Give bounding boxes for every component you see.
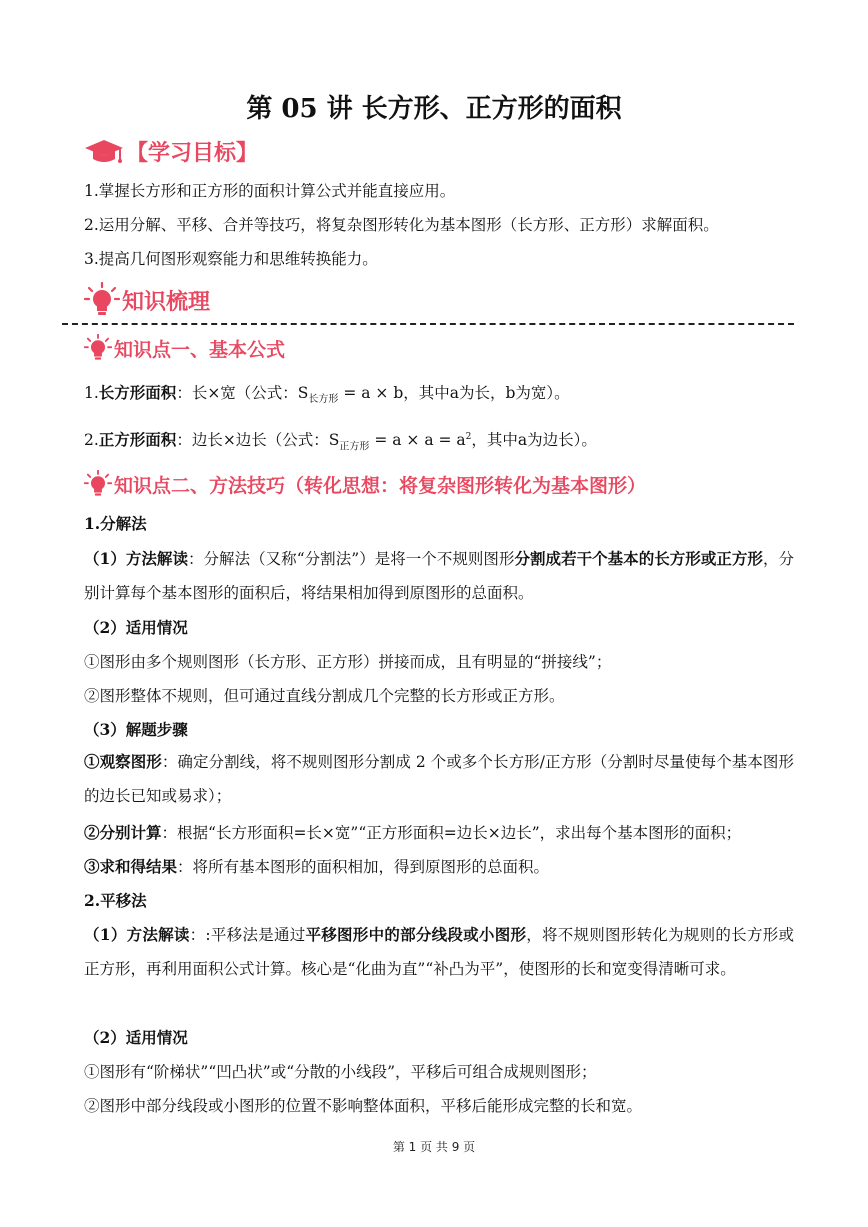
goal-item-1: 1.掌握长方形和正方形的面积计算公式并能直接应用。	[84, 182, 456, 200]
step2-label: ②分别计算	[84, 823, 162, 842]
step2-text: ：根据“长方形面积=长×宽”“正方形面积=边长×边长”，求出每个基本图形的面积；	[161, 824, 742, 842]
sq-text-a: ：边长×边长（公式：S	[176, 431, 340, 450]
m1-p1-bold: 分割成若干个基本的长方形或正方形	[514, 549, 763, 568]
step1-label: ①观察图形	[84, 752, 162, 771]
method2-usage-2: ②图形中部分线段或小图形的位置不影响整体面积，平移后能形成完整的长和宽。	[84, 1097, 643, 1115]
method2-title: 2.平移法	[84, 891, 147, 910]
square-area-formula	[84, 426, 794, 458]
rect-sub: 长方形	[308, 394, 339, 406]
m2-p1-a: ：:平移法是通过	[189, 926, 306, 944]
step3-text: ：将所有基本图形的面积相加，得到原图形的总面积。	[177, 858, 550, 876]
method1-steps-label: （3）解题步骤	[84, 720, 188, 739]
step1-text: ：确定分割线，将不规则图形分割成 2 个或多个长方形/正方形（分割时尽量使每个基本图形的边长已知或易求）；	[84, 753, 794, 805]
point1-heading	[84, 334, 285, 362]
goal-item-3: 3.提高几何图形观察能力和思维转换能力。	[84, 250, 378, 268]
method1-explanation	[84, 542, 794, 610]
method1-title: 1.分解法	[84, 514, 147, 533]
point1-heading-text: 知识点一、基本公式	[114, 338, 286, 361]
m1-p1-label: （1）方法解读	[84, 549, 188, 568]
rect-area-formula	[84, 382, 794, 411]
step-3	[84, 856, 794, 878]
m1-p1-a: ：分解法（又称“分割法”）是将一个不规则图形	[188, 550, 515, 568]
sq-prefix: 2.	[84, 431, 99, 450]
section-divider	[62, 323, 794, 325]
m2-p1-bold: 平移图形中的部分线段或小图形	[305, 925, 527, 944]
method2-explanation	[84, 918, 794, 986]
lightbulb-icon	[84, 282, 120, 318]
point2-heading-text: 知识点二、方法技巧（转化思想：将复杂图形转化为基本图形）	[114, 474, 647, 497]
step3-label: ③求和得结果	[84, 857, 178, 876]
knowledge-heading	[84, 282, 210, 318]
method2-usage-label: （2）适用情况	[84, 1028, 188, 1047]
page-title: 第 05 讲 长方形、正方形的面积	[246, 94, 622, 124]
step-1	[84, 745, 794, 813]
rect-prefix: 1.	[84, 384, 99, 402]
sq-text-b: = a × a = a	[369, 431, 466, 450]
method1-usage-1: ①图形由多个规则图形（长方形、正方形）拼接而成，且有明显的“拼接线”；	[84, 653, 612, 671]
sq-label: 正方形面积	[98, 430, 177, 450]
rect-text-a: ：长×宽（公式：S	[176, 384, 309, 402]
goal-item-2: 2.运用分解、平移、合并等技巧，将复杂图形转化为基本图形（长方形、正方形）求解面积。	[84, 216, 719, 234]
page-footer: 第 1 页 共 9 页	[392, 1140, 476, 1154]
sq-sub: 正方形	[339, 441, 370, 453]
sq-sup: 2	[465, 432, 472, 442]
knowledge-heading-text: 知识梳理	[122, 289, 211, 315]
lightbulb-icon	[84, 470, 112, 498]
method2-usage-1: ①图形有“阶梯状”“凹凸状”或“分散的小线段”，平移后可组合成规则图形；	[84, 1063, 597, 1081]
goals-heading-text: 【学习目标】	[126, 141, 259, 166]
graduation-cap-icon	[84, 138, 124, 166]
method1-usage-label: （2）适用情况	[84, 618, 188, 637]
rect-label: 长方形面积	[98, 383, 177, 402]
m2-p1-b: ，将不规则图形转化为规则的长方形或正方形，再利用面积公式计算。核心是“化曲为直”“补凸为平”，使图形的长和宽变得清晰可求。	[84, 926, 794, 978]
rect-text-b: = a × b，其中a为长，b为宽）。	[338, 384, 570, 402]
goals-heading	[84, 136, 258, 167]
lightbulb-icon	[84, 334, 112, 362]
point2-heading	[84, 470, 646, 498]
m2-p1-label: （1）方法解读	[84, 925, 190, 944]
step-2	[84, 822, 794, 844]
m1-p1-b: ，分别计算每个基本图形的面积后，将结果相加得到原图形的总面积。	[84, 550, 794, 602]
sq-text-c: ，其中a为边长）。	[471, 431, 597, 450]
method1-usage-2: ②图形整体不规则，但可通过直线分割成几个完整的长方形或正方形。	[84, 687, 565, 705]
